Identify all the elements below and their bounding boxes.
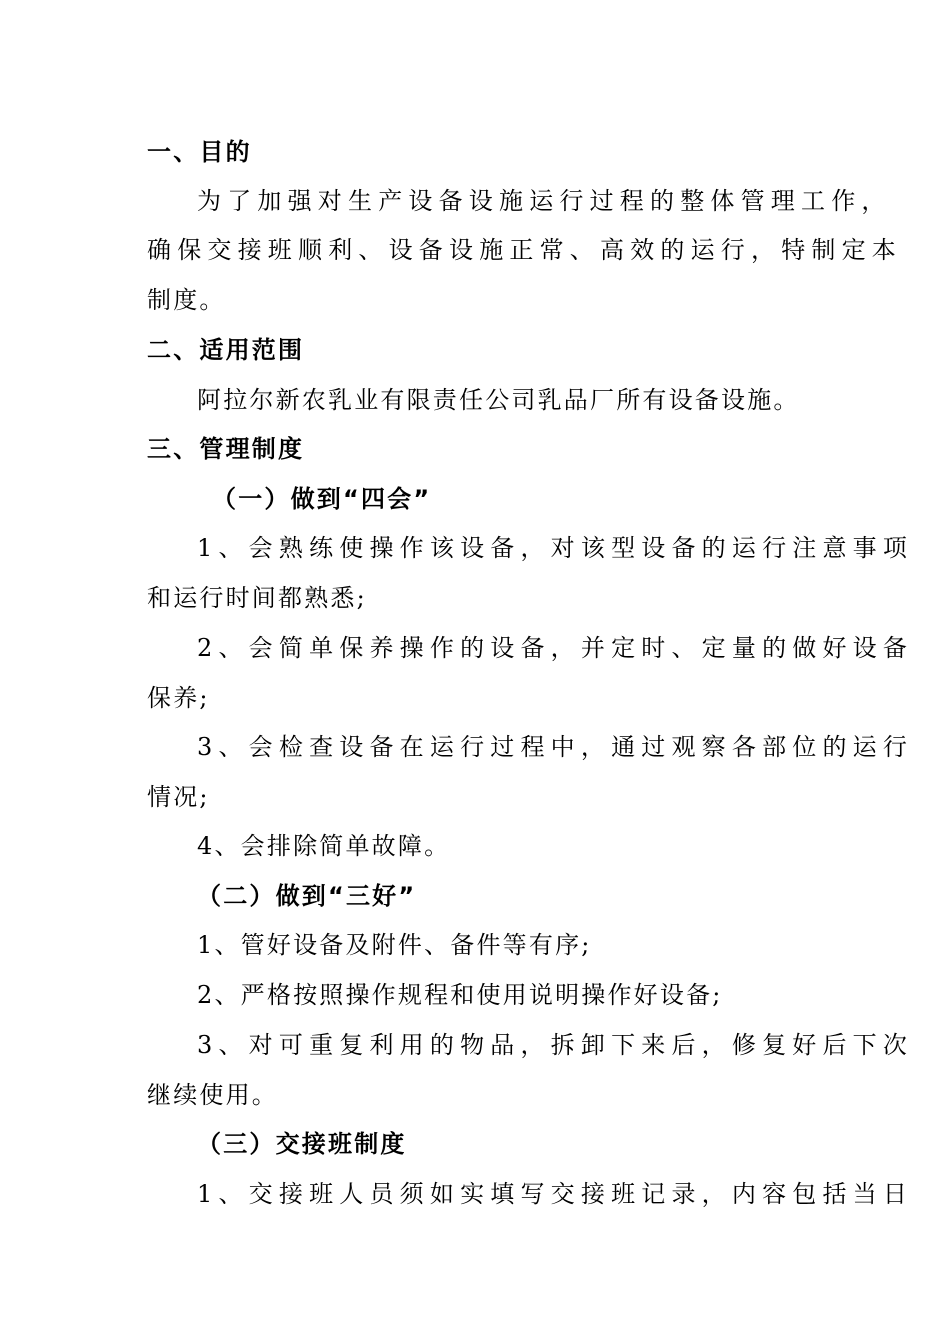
subsection-heading-shift-handover: （三）交接班制度 — [197, 1130, 407, 1158]
subsection-heading-four-skills: （一）做到“四会” — [212, 485, 432, 513]
list-item-line: 2、严格按照操作规程和使用说明操作好设备; — [197, 981, 723, 1009]
list-item-line: 4、会排除简单故障。 — [197, 832, 451, 860]
section-heading-scope: 二、适用范围 — [147, 336, 305, 364]
list-item-line: 1、交接班人员须如实填写交接班记录，内容包括当日 — [197, 1180, 914, 1208]
paragraph-line: 阿拉尔新农乳业有限责任公司乳品厂所有设备设施。 — [197, 386, 800, 414]
list-item-line: 2、会简单保养操作的设备，并定时、定量的做好设备 — [197, 634, 914, 662]
list-item-line: 3、对可重复利用的物品，拆卸下来后，修复好后下次 — [197, 1031, 914, 1059]
paragraph-line: 为了加强对生产设备设施运行过程的整体管理工作， — [197, 187, 892, 215]
list-item-line: 情况; — [147, 783, 210, 811]
paragraph-line: 制度。 — [147, 286, 226, 314]
list-item-line: 1、会熟练使操作该设备，对该型设备的运行注意事项 — [197, 534, 914, 562]
list-item-line: 保养; — [147, 684, 210, 712]
section-heading-management: 三、管理制度 — [147, 435, 305, 463]
list-item-line: 和运行时间都熟悉; — [147, 584, 367, 612]
section-heading-purpose: 一、目的 — [147, 138, 252, 166]
list-item-line: 3、会检查设备在运行过程中，通过观察各部位的运行 — [197, 733, 914, 761]
paragraph-line: 确保交接班顺利、设备设施正常、高效的运行，特制定本 — [147, 236, 902, 264]
list-item-line: 1、管好设备及附件、备件等有序; — [197, 931, 592, 959]
subsection-heading-three-goods: （二）做到“三好” — [197, 882, 417, 910]
list-item-line: 继续使用。 — [147, 1081, 278, 1109]
